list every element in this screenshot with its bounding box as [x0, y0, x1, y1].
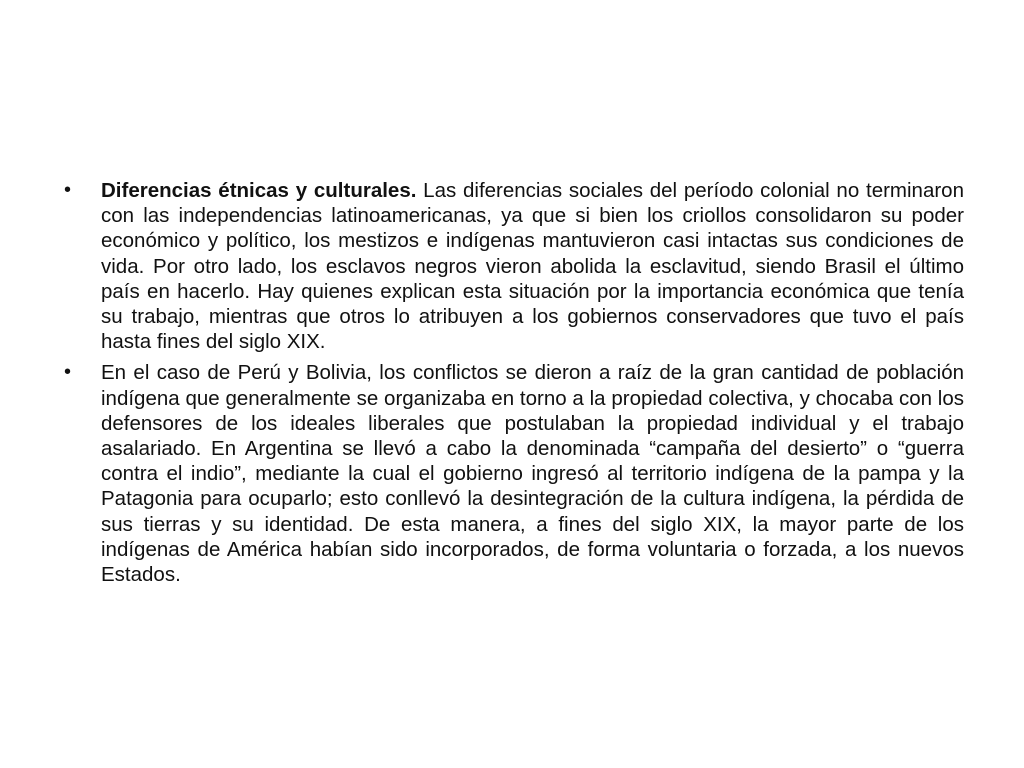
bullet-item-peru-bolivia	[64, 360, 964, 587]
bullet-body-text: Las diferencias sociales del período colonial no terminaron con las independencias latinoamericanas, ya que si bien los criollos consolidaron su poder económico y político, los mestizos e indígenas mantuvieron casi intactas sus condiciones de vida. Por otro lado, los esclavos negros vieron abolida la esclavitud, siendo Brasil el último país en hacerlo. Hay quienes explican esta situación por la importancia económica que tenía su trabajo, mientras que otros lo atribuyen a los gobiernos conservadores que tuvo el país hasta fines del siglo XIX.	[101, 179, 964, 354]
bullet-lead-text: Diferencias étnicas y culturales.	[101, 179, 417, 202]
bullet-marker: •	[64, 361, 72, 384]
bullet-body-text: En el caso de Perú y Bolivia, los conflictos se dieron a raíz de la gran cantidad de población indígena que generalmente se organizaba en torno a la propiedad colectiva, y chocaba con los defensores de los ideales liberales que postulaban la propiedad individual y el trabajo asalariado. En Argentina se llevó a cabo la denominada “campaña del desierto” o “guerra contra el indio”, mediante la cual el gobierno ingresó al territorio indígena de la pampa y la Patagonia para ocuparlo; esto conllevó la desintegración de la cultura indígena, la pérdida de sus tierras y su identidad. De esta manera, a fines del siglo XIX, la mayor parte de los indígenas de América habían sido incorporados, de forma voluntaria o forzada, a los nuevos Estados.	[101, 361, 964, 587]
bullet-item-ethnic-cultural	[64, 178, 964, 354]
bullet-marker: •	[64, 179, 72, 201]
bullet-list	[64, 178, 964, 593]
